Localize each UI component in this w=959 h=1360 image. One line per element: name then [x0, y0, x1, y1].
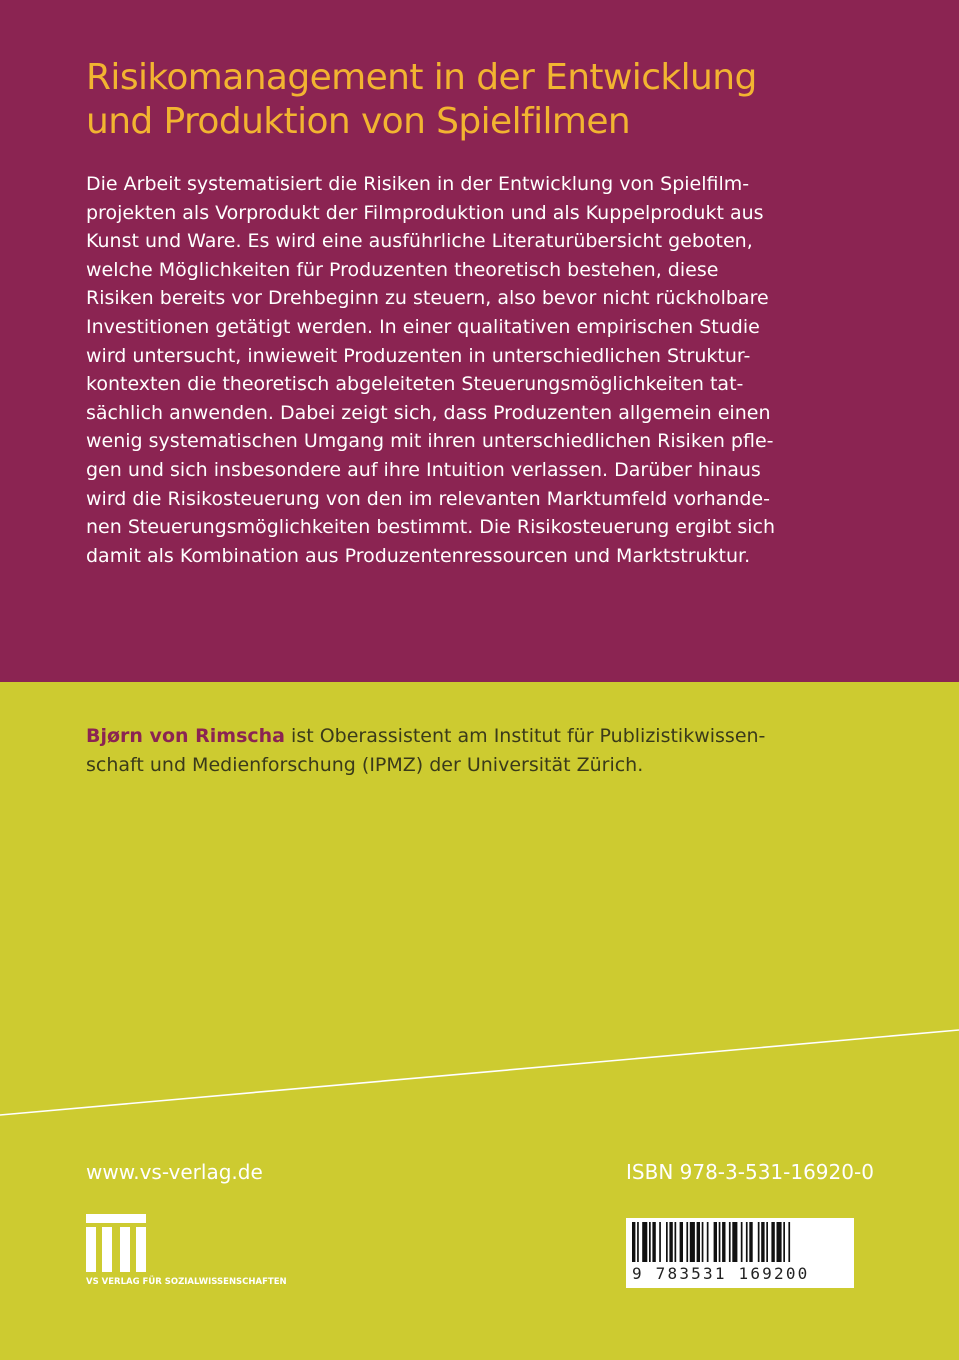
author-bio-line [86, 722, 886, 751]
website-link[interactable]: www.vs-verlag.de [86, 1160, 263, 1184]
barcode-number: 9 783531 169200 [632, 1264, 810, 1283]
author-bio-line: schaft und Medienforschung (IPMZ) der Universität Zürich. [86, 754, 644, 776]
book-title [86, 56, 906, 144]
title-line: Risikomanagement in der Entwicklung [86, 57, 757, 98]
abstract-line: Die Arbeit systematisiert die Risiken in der Entwicklung von Spielfilm- [86, 173, 750, 195]
vs-verlag-logo-icon [86, 1214, 148, 1274]
title-line: und Produktion von Spielfilmen [86, 101, 631, 142]
abstract-line: wird die Risikosteuerung von den im relevanten Marktumfeld vorhande- [86, 487, 770, 510]
abstract-line: Risiken bereits vor Drehbeginn zu steuern, also bevor nicht rückholbare [86, 287, 769, 310]
author-name: Bjørn von Rimscha [86, 725, 285, 747]
author-bio-text: ist Oberassistent am Institut für Publizistikwissen- [285, 725, 766, 747]
abstract-line: projekten als Vorprodukt der Filmproduktion und als Kuppelprodukt aus [86, 201, 764, 224]
abstract-line: welche Möglichkeiten für Produzenten theoretisch bestehen, diese [86, 258, 719, 281]
author-bio [86, 722, 886, 780]
abstract-line: nen Steuerungsmöglichkeiten bestimmt. Die Risikosteuerung ergibt sich [86, 516, 776, 539]
barcode-icon [626, 1218, 854, 1264]
isbn-text: ISBN 978-3-531-16920-0 [626, 1160, 874, 1184]
abstract-line: sächlich anwenden. Dabei zeigt sich, dass Produzenten allgemein einen [86, 401, 771, 424]
abstract-line: Kunst und Ware. Es wird eine ausführliche Literaturübersicht geboten, [86, 230, 753, 253]
abstract-line: damit als Kombination aus Produzentenressourcen und Marktstruktur. [86, 544, 751, 567]
barcode [626, 1218, 854, 1288]
abstract-line: Investitionen getätigt werden. In einer qualitativen empirischen Studie [86, 315, 760, 338]
abstract-line: gen und sich insbesondere auf ihre Intuition verlassen. Darüber hinaus [86, 458, 761, 481]
abstract-line: kontexten die theoretisch abgeleiteten Steuerungsmöglichkeiten tat- [86, 373, 744, 396]
abstract-line: wird untersucht, inwieweit Produzenten in unterschiedlichen Struktur- [86, 344, 751, 367]
publisher-name: VS VERLAG FÜR SOZIALWISSENSCHAFTEN [86, 1277, 287, 1287]
diagonal-line [0, 1020, 959, 1120]
abstract-line: wenig systematischen Umgang mit ihren unterschiedlichen Risiken pfle- [86, 430, 774, 453]
abstract-text [86, 170, 886, 570]
